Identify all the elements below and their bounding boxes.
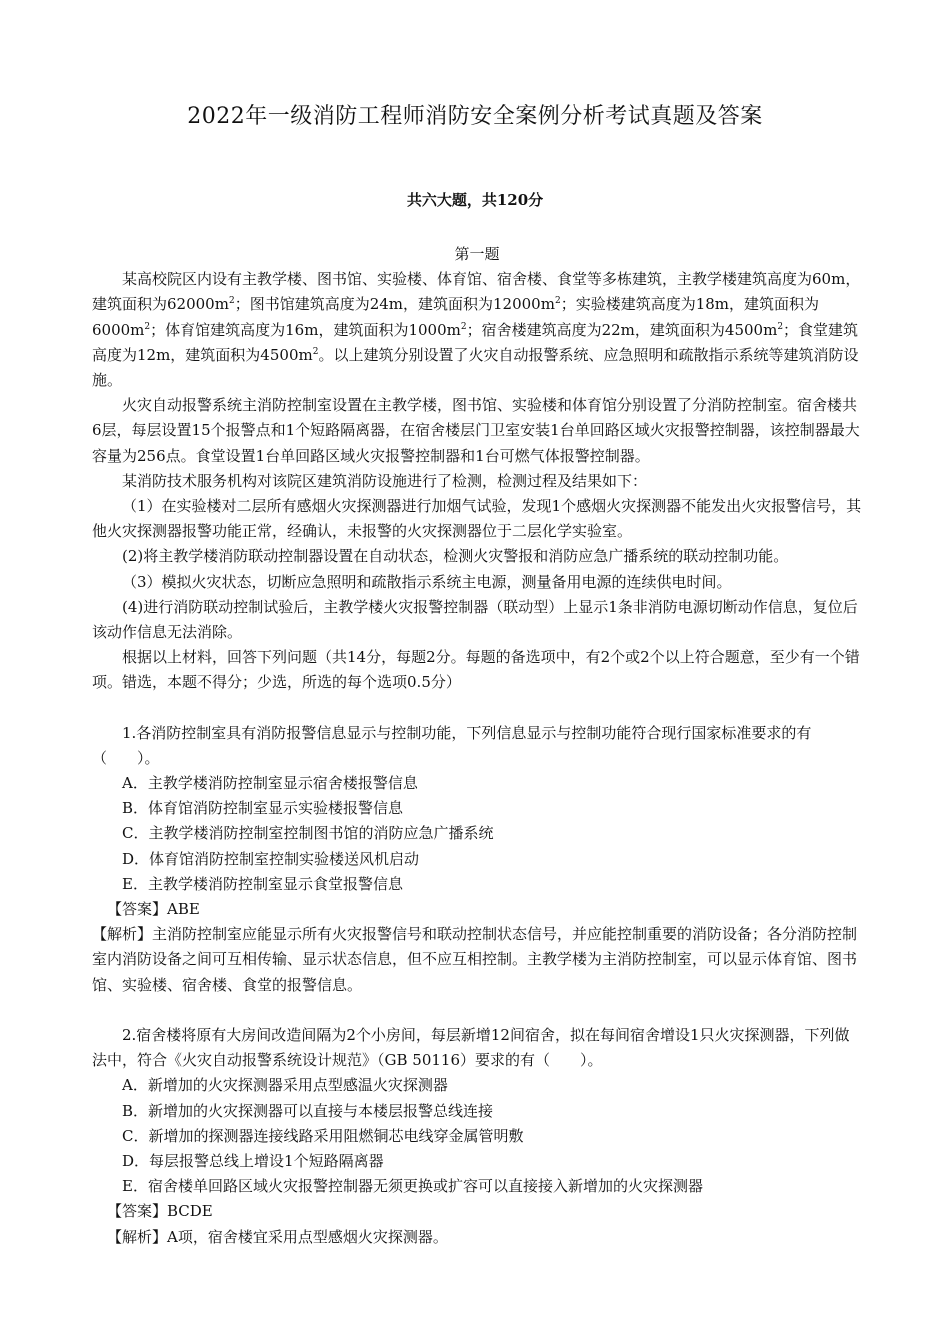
question-answer: 【答案】ABE xyxy=(107,900,200,919)
question-option: B．新增加的火灾探测器可以直接与本楼层报警总线连接 xyxy=(122,1101,494,1120)
question-option: A．主教学楼消防控制室显示宿舍楼报警信息 xyxy=(122,774,418,793)
question-analysis: 【解析】A项，宿舍楼宜采用点型感烟火灾探测器。 xyxy=(107,1227,448,1246)
question-stem: 2.宿舍楼将原有大房间改造间隔为2个小房间，每层新增12间宿舍，拟在每间宿舍增设1只火灾探测器，下列做法中，符合《火灾自动报警系统设计规范》（GB 50116）要求的有（ ）。 xyxy=(92,1025,850,1070)
section-heading: 第一题 xyxy=(454,245,500,263)
question-analysis: 【解析】主消防控制室应能显示所有火灾报警信号和联动控制状态信号，并应能控制重要的消防设备；各分消防控制室内消防设备之间可互相传输、显示状态信息，但不应互相控制。主教学楼为主消防控制室，可以显示体育馆、图书馆、实验楼、宿舍楼、食堂的报警信息。 xyxy=(92,925,858,994)
question-1 xyxy=(92,721,862,998)
intro-paragraph-buildings: 某高校院区内设有主教学楼、图书馆、实验楼、体育馆、宿舍楼、食堂等多栋建筑，主教学楼建筑高度为60m，建筑面积为$62000m^2$；图书馆建筑高度为24m，建筑面积为$12000m^2$；实验楼建筑高度为18m，建筑面积为$6000m^2$；体育馆建筑高度为16m，建筑面积为$1000m^2$；宿舍楼建筑高度为22m，建筑面积为$4500m^2$；食堂建筑高度为12m，建筑面积为$4500m^2$。以上建筑分别设置了火灾自动报警系统、应急照明和疏散指示系统等建筑消防设施。 xyxy=(92,270,861,390)
document-body xyxy=(92,242,862,1250)
document-title: 2022年一级消防工程师消防安全案例分析考试真题及答案 xyxy=(187,104,763,129)
question-option: B．体育馆消防控制室显示实验楼报警信息 xyxy=(122,799,404,818)
test-item-3: （3）模拟火灾状态，切断应急照明和疏散指示系统主电源，测量备用电源的连续供电时间。 xyxy=(122,572,732,591)
question-option: A．新增加的火灾探测器采用点型感温火灾探测器 xyxy=(122,1076,448,1095)
spacer xyxy=(92,696,862,721)
question-option: D．每层报警总线上增设1个短路隔离器 xyxy=(122,1151,384,1170)
question-option: C．新增加的探测器连接线路采用阻燃铜芯电线穿金属管明敷 xyxy=(122,1126,524,1145)
test-item-2: (2)将主教学楼消防联动控制器设置在自动状态，检测火灾警报和消防应急广播系统的联动控制功能。 xyxy=(122,547,789,566)
intro-paragraph-control-rooms: 火灾自动报警系统主消防控制室设置在主教学楼，图书馆、实验楼和体育馆分别设置了分消防控制室。宿舍楼共6层，每层设置15个报警点和1个短路隔离器，在宿舍楼层门卫室安装1台单回路区域火灾报警控制器，该控制器最大容量为256点。食堂设置1台单回路区域火灾报警控制器和1台可燃气体报警控制器。 xyxy=(92,396,860,465)
document-subtitle: 共六大题，共120分 xyxy=(406,191,544,209)
intro-paragraph-inspection: 某消防技术服务机构对该院区建筑消防设施进行了检测，检测过程及结果如下： xyxy=(122,471,648,490)
question-stem: 1.各消防控制室具有消防报警信息显示与控制功能，下列信息显示与控制功能符合现行国家标准要求的有（ ）。 xyxy=(92,723,812,767)
test-item-4: (4)进行消防联动控制试验后，主教学楼火灾报警控制器（联动型）上显示1条非消防电源切断动作信息，复位后该动作信息无法消除。 xyxy=(92,597,858,642)
question-option: E．宿舍楼单回路区域火灾报警控制器无须更换或扩容可以直接接入新增加的火灾探测器 xyxy=(122,1177,703,1196)
question-2 xyxy=(92,1023,862,1250)
test-item-1: （1）在实验楼对二层所有感烟火灾探测器进行加烟气试验，发现1个感烟火灾探测器不能发出火灾报警信号，其他火灾探测器报警功能正常，经确认，未报警的火灾探测器位于二层化学实验室。 xyxy=(92,497,862,541)
question-option: D．体育馆消防控制室控制实验楼送风机启动 xyxy=(122,849,420,868)
question-option: E．主教学楼消防控制室显示食堂报警信息 xyxy=(122,874,403,893)
spacer xyxy=(92,998,862,1023)
question-option: C．主教学楼消防控制室控制图书馆的消防应急广播系统 xyxy=(122,824,494,843)
question-answer: 【答案】BCDE xyxy=(107,1202,213,1221)
answer-instructions: 根据以上材料，回答下列问题（共14分，每题2分。每题的备选项中，有2个或2个以上符合题意，至少有一个错项。错选，本题不得分；少选，所选的每个选项0.5分） xyxy=(92,648,860,692)
